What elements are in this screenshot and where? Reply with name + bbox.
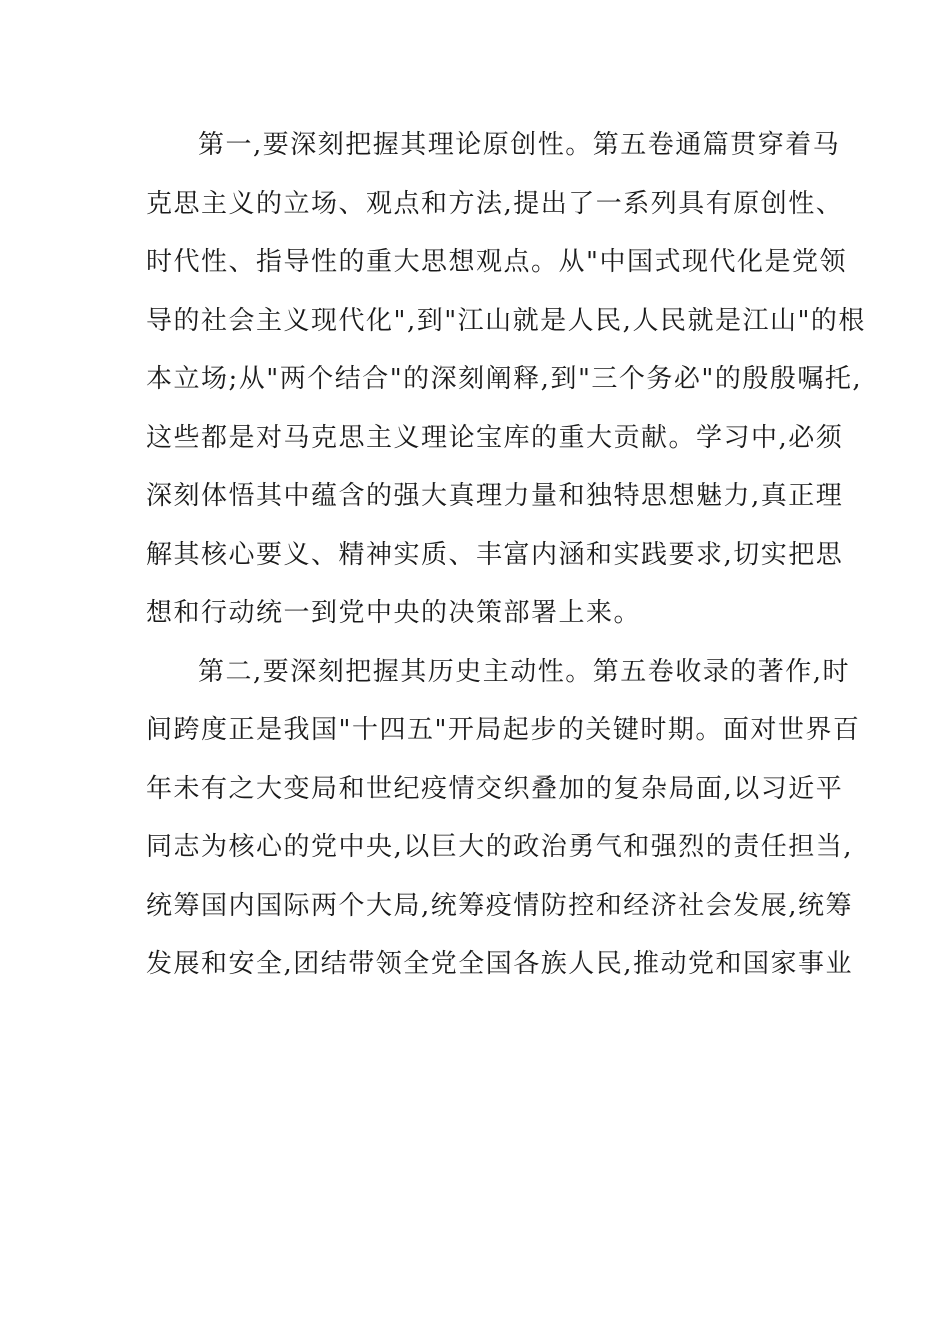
paragraph-2 <box>146 643 861 994</box>
paragraph-1 <box>146 116 866 643</box>
text-line: 发展和安全,团结带领全党全国各族人民,推动党和国家事业 <box>146 949 854 979</box>
text-line: 深刻体悟其中蕴含的强大真理力量和独特思想魅力,真正理 <box>146 481 844 511</box>
text-line: 统筹国内国际两个大局,统筹疫情防控和经济社会发展,统筹 <box>146 890 854 921</box>
text-line: 这些都是对马克思主义理论宝库的重大贡献。学习中,必须 <box>146 422 844 453</box>
text-line: 同志为核心的党中央,以巨大的政治勇气和强烈的责任担当, <box>146 832 854 862</box>
text-line: 克思主义的立场、观点和方法,提出了一系列具有原创性、 <box>146 188 844 219</box>
text-line: 间跨度正是我国"十四五"开局起步的关键时期。面对世界百 <box>146 715 861 745</box>
text-line: 时代性、指导性的重大思想观点。从"中国式现代化是党领 <box>146 247 847 277</box>
text-line: 想和行动统一到党中央的决策部署上来。 <box>146 598 642 628</box>
text-line: 年未有之大变局和世纪疫情交织叠加的复杂局面,以习近平 <box>146 773 844 804</box>
text-line: 本立场;从"两个结合"的深刻阐释,到"三个务必"的殷殷嘱托, <box>146 364 863 394</box>
text-line: 导的社会主义现代化",到"江山就是人民,人民就是江山"的根 <box>146 305 866 336</box>
text-line: 第二,要深刻把握其历史主动性。第五卷收录的著作,时 <box>198 656 851 687</box>
text-line: 解其核心要义、精神实质、丰富内涵和实践要求,切实把思 <box>146 539 844 570</box>
text-line: 第一,要深刻把握其理论原创性。第五卷通篇贯穿着马 <box>198 130 841 160</box>
body-text <box>146 116 866 994</box>
